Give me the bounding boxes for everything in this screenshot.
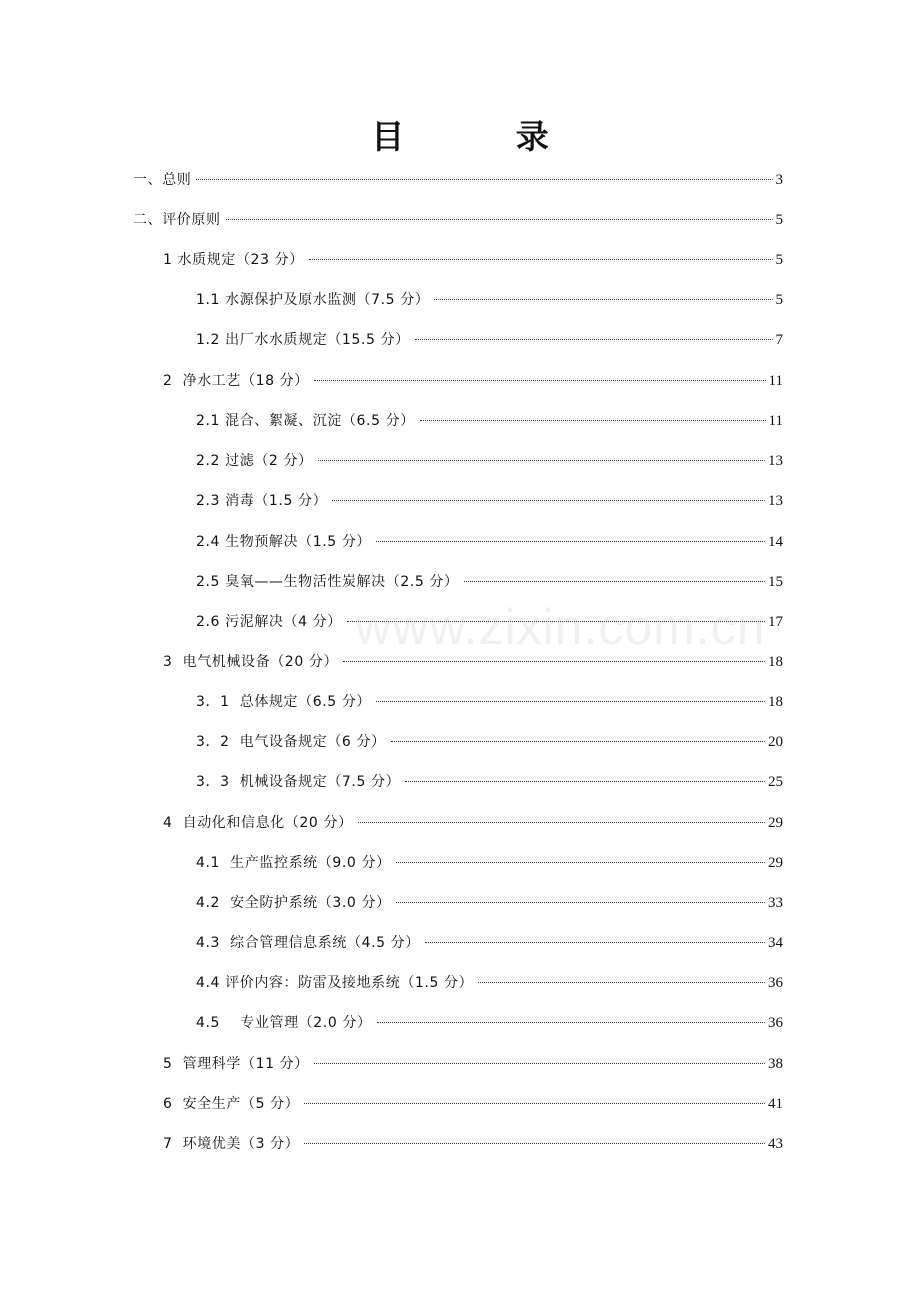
dot-leader — [343, 661, 765, 662]
toc-entry[interactable] — [163, 1132, 783, 1156]
watermark: www.zixin.com.cn — [355, 599, 766, 655]
dot-leader — [464, 581, 765, 582]
toc-entry[interactable] — [133, 168, 783, 192]
toc-entry[interactable] — [163, 1092, 783, 1116]
dot-leader — [434, 299, 772, 300]
toc-entry-page: 13 — [768, 453, 783, 469]
dot-leader — [376, 541, 765, 542]
toc-entry-page: 15 — [768, 574, 783, 590]
toc-entry-page: 5 — [775, 212, 783, 228]
toc-entry-page: 5 — [775, 292, 783, 308]
dot-leader — [332, 500, 765, 501]
dot-leader — [478, 982, 765, 983]
dot-leader — [304, 1103, 765, 1104]
toc-entry[interactable] — [196, 851, 783, 875]
dot-leader — [314, 1063, 765, 1064]
toc-entry-title: 2.6 污泥解决（4 分） — [196, 614, 342, 630]
dot-leader — [309, 259, 773, 260]
toc-entry-title: 4.1 生产监控系统（9.0 分） — [196, 855, 391, 871]
toc-entry-page: 11 — [768, 373, 783, 389]
toc-entry[interactable] — [196, 971, 783, 995]
toc-entry-page: 11 — [768, 413, 783, 429]
dot-leader — [425, 942, 765, 943]
dot-leader — [377, 1022, 765, 1023]
toc-entry[interactable] — [163, 248, 783, 272]
toc-entry[interactable] — [163, 369, 783, 393]
toc-entry-title: 3 电气机械设备（20 分） — [163, 654, 339, 670]
toc-entry-page: 7 — [775, 332, 783, 348]
toc-entry-title: 1 水质规定（23 分） — [163, 252, 304, 268]
toc-entry-page: 18 — [768, 694, 783, 710]
toc-entry-page: 25 — [768, 774, 783, 790]
toc-entry-title: 2 净水工艺（18 分） — [163, 373, 309, 389]
toc-entry-title: 2.2 过滤（2 分） — [196, 453, 313, 469]
toc-entry-page: 3 — [775, 172, 783, 188]
toc-entry-page: 29 — [768, 815, 783, 831]
dot-leader — [405, 781, 765, 782]
dot-leader — [376, 701, 765, 702]
toc-entry-title: 一、总则 — [133, 172, 192, 188]
dot-leader — [318, 460, 765, 461]
toc-entry-title: 2.5 臭氧——生物活性炭解决（2.5 分） — [196, 574, 459, 590]
toc-entry-title: 4.4 评价内容：防雷及接地系统（1.5 分） — [196, 975, 474, 991]
toc-entry-page: 41 — [768, 1096, 783, 1112]
toc-entry-page: 34 — [768, 935, 783, 951]
toc-entry-page: 20 — [768, 734, 783, 750]
toc-entry-page: 5 — [775, 252, 783, 268]
toc-entry-title: 二、评价原则 — [133, 212, 221, 228]
toc-entry[interactable] — [196, 730, 783, 754]
dot-leader — [347, 621, 765, 622]
dot-leader — [396, 902, 765, 903]
toc-entry-page: 33 — [768, 895, 783, 911]
toc-entry-title: 4 自动化和信息化（20 分） — [163, 815, 353, 831]
toc-entry-title: 4.3 综合管理信息系统（4.5 分） — [196, 935, 420, 951]
toc-entry[interactable] — [196, 328, 783, 352]
toc-entry-title: 2.4 生物预解决（1.5 分） — [196, 534, 372, 550]
toc-entry-page: 17 — [768, 614, 783, 630]
dot-leader — [391, 741, 765, 742]
toc-entry[interactable] — [196, 530, 783, 554]
toc-entry[interactable] — [196, 891, 783, 915]
toc-entry-page: 38 — [768, 1056, 783, 1072]
toc-entry-title: 6 安全生产（5 分） — [163, 1096, 300, 1112]
toc-entry-title: 3．3 机械设备规定（7.5 分） — [196, 774, 401, 790]
toc-entry-title: 3．1 总体规定（6.5 分） — [196, 694, 372, 710]
dot-leader — [415, 339, 773, 340]
toc-entry[interactable] — [196, 288, 783, 312]
toc-entry[interactable] — [196, 770, 783, 794]
toc-entry[interactable] — [133, 208, 783, 232]
toc-entry-title: 5 管理科学（11 分） — [163, 1056, 309, 1072]
dot-leader — [196, 179, 772, 180]
toc-entry-title: 4.2 安全防护系统（3.0 分） — [196, 895, 391, 911]
toc-entry[interactable] — [163, 1052, 783, 1076]
toc-entry[interactable] — [196, 931, 783, 955]
toc-entry[interactable] — [196, 409, 783, 433]
dot-leader — [314, 380, 766, 381]
toc-entry-page: 14 — [768, 534, 783, 550]
toc-entry-page: 36 — [768, 975, 783, 991]
dot-leader — [226, 219, 773, 220]
dot-leader — [396, 862, 765, 863]
toc-entry[interactable] — [196, 1011, 783, 1035]
toc-entry-title: 2.3 消毒（1.5 分） — [196, 493, 328, 509]
dot-leader — [304, 1143, 765, 1144]
toc-entry-title: 7 环境优美（3 分） — [163, 1136, 300, 1152]
toc-entry-title: 2.1 混合、絮凝、沉淀（6.5 分） — [196, 413, 415, 429]
toc-entry[interactable] — [196, 610, 783, 634]
dot-leader — [358, 822, 765, 823]
toc-entry[interactable] — [196, 489, 783, 513]
toc-entry-title: 4.5 专业管理（2.0 分） — [196, 1015, 372, 1031]
toc-entry[interactable] — [196, 690, 783, 714]
toc-entry[interactable] — [196, 449, 783, 473]
toc-entry-title: 3．2 电气设备规定（6 分） — [196, 734, 386, 750]
toc-entry[interactable] — [163, 650, 783, 674]
toc-entry[interactable] — [163, 811, 783, 835]
toc-entry[interactable] — [196, 570, 783, 594]
toc-entry-page: 36 — [768, 1015, 783, 1031]
dot-leader — [420, 420, 766, 421]
toc-entry-page: 18 — [768, 654, 783, 670]
toc-entry-page: 13 — [768, 493, 783, 509]
page-title: 目 录 — [371, 117, 599, 156]
toc-entry-title: 1.2 出厂水水质规定（15.5 分） — [196, 332, 410, 348]
toc-entry-title: 1.1 水源保护及原水监测（7.5 分） — [196, 292, 430, 308]
toc-entry-page: 43 — [768, 1136, 783, 1152]
toc-entry-page: 29 — [768, 855, 783, 871]
